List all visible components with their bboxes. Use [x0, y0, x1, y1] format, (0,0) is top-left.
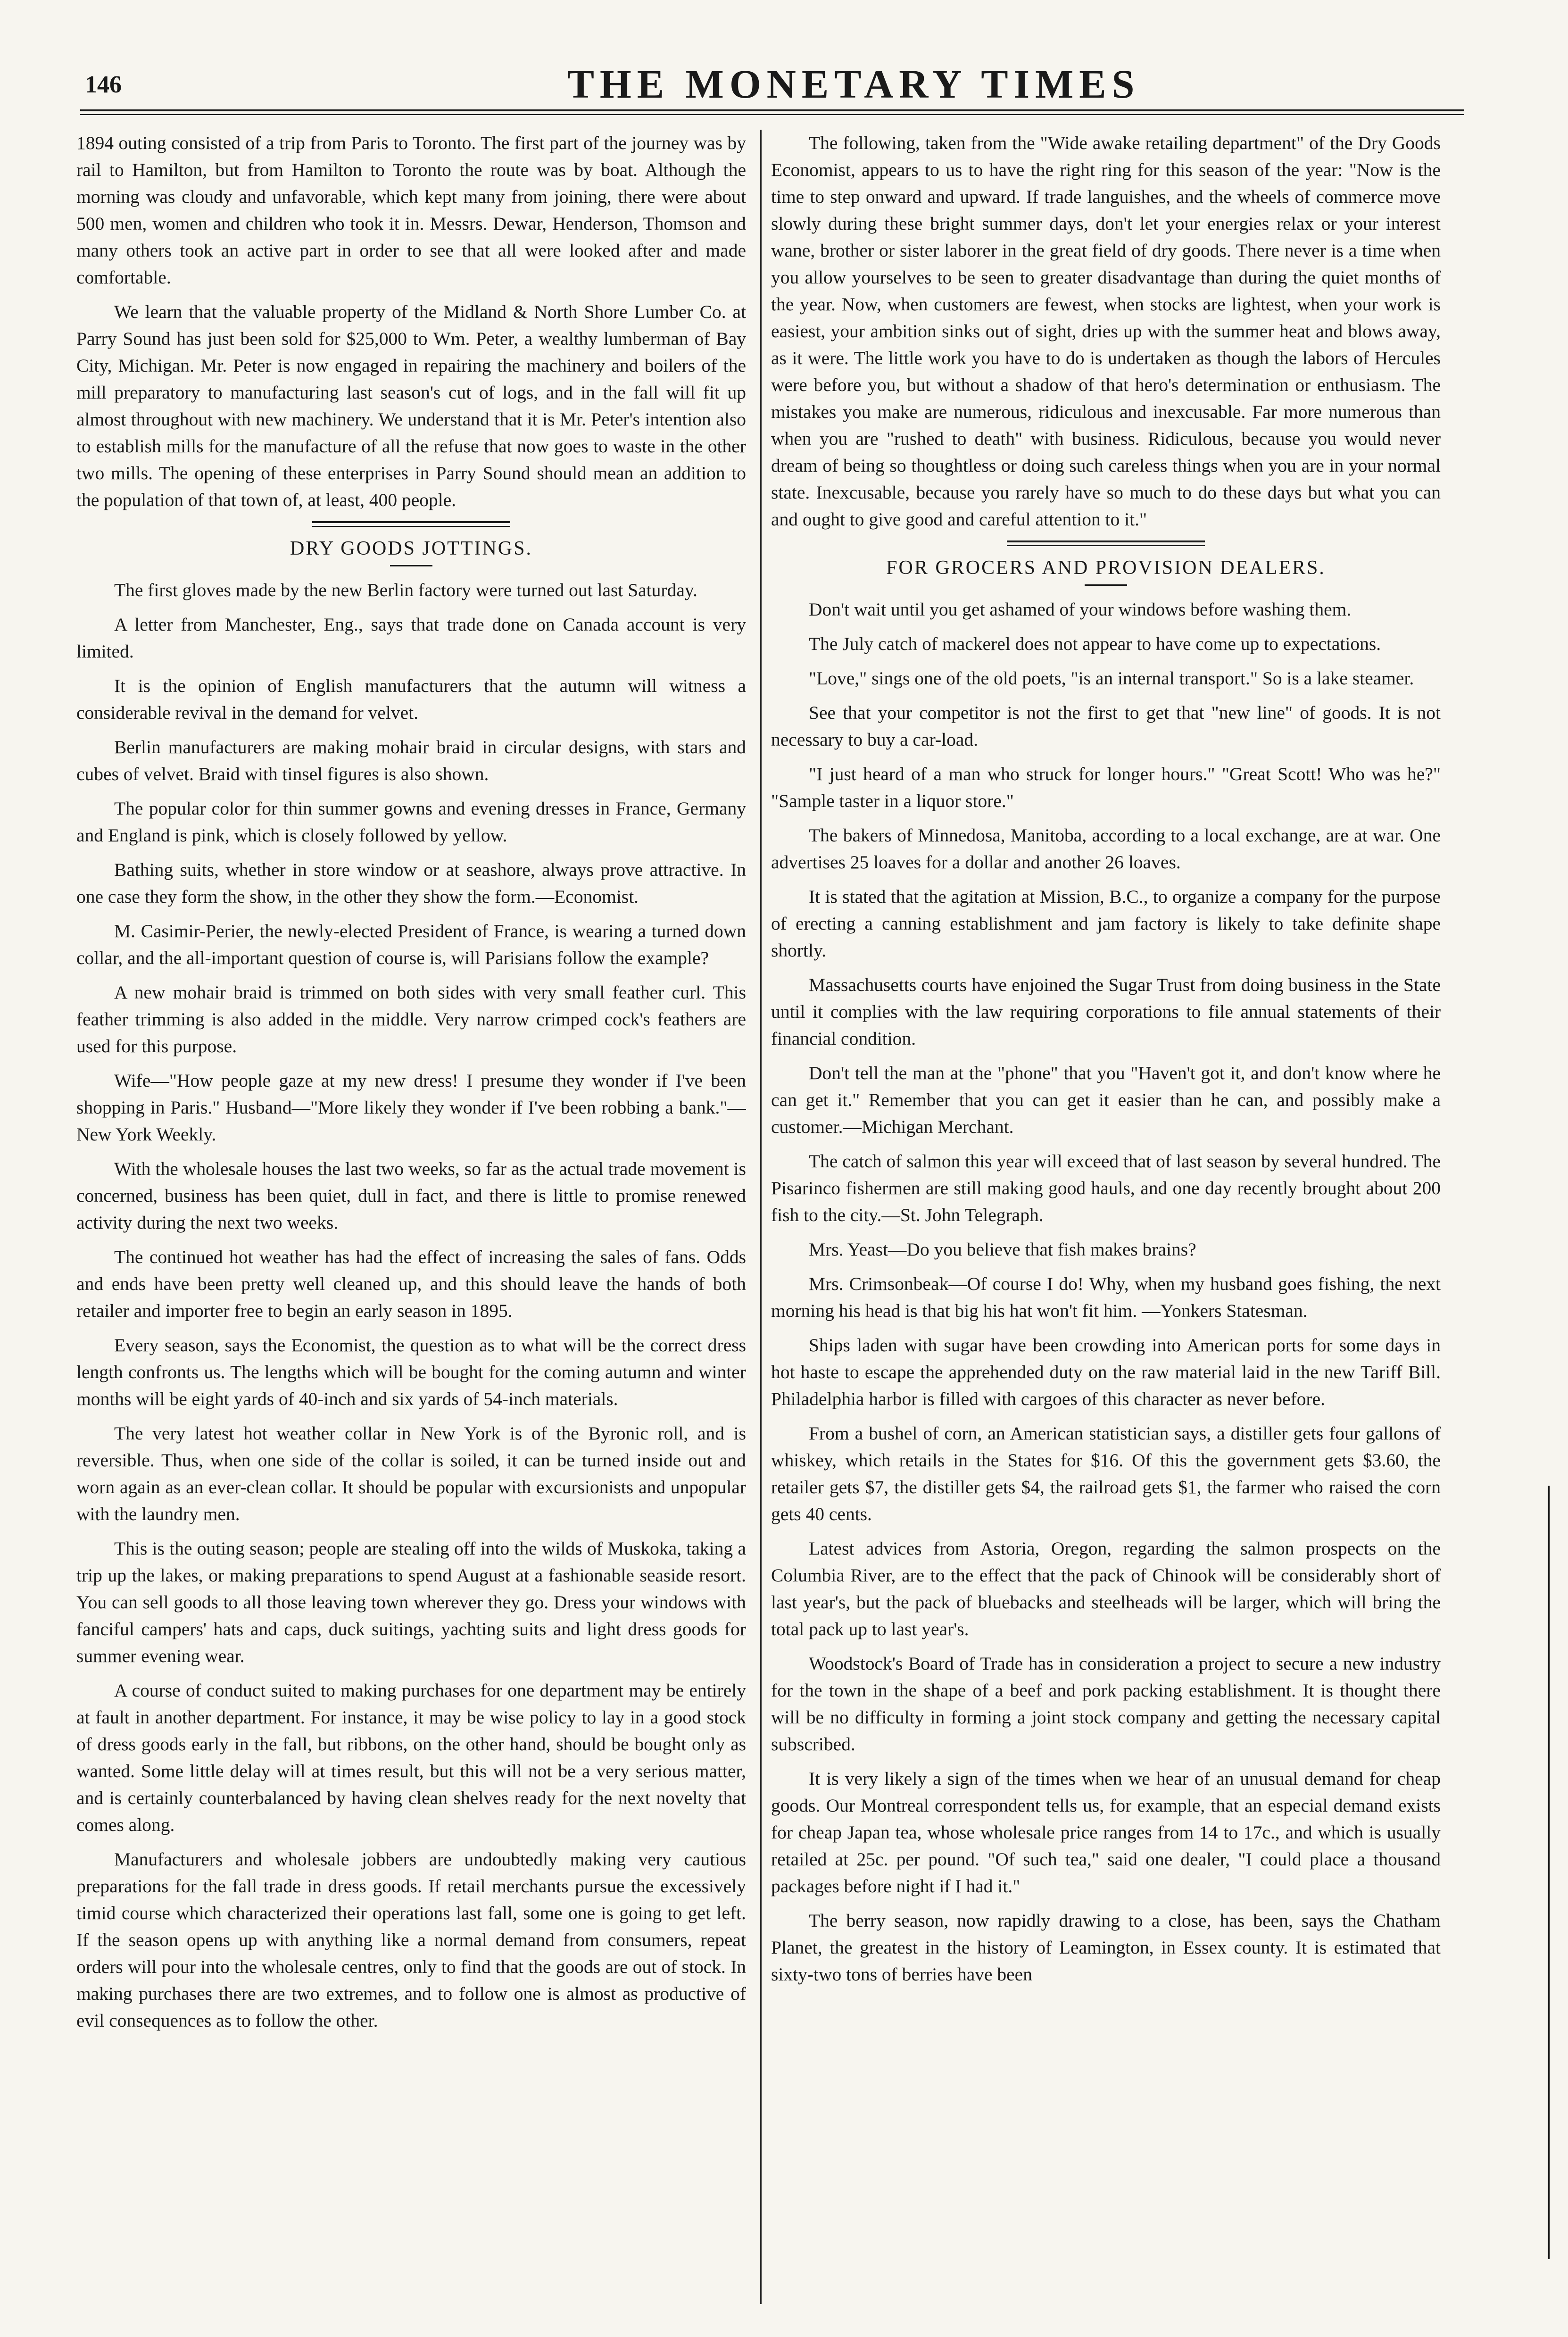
- right-column-intro-text: [771, 130, 1441, 533]
- article-paragraph: A new mohair braid is trimmed on both sides with very small feather curl. This feather trimming is also added in the middle. Very narrow crimped cock's feathers are used for this purpose.: [76, 982, 746, 1056]
- article-paragraph: Manufacturers and wholesale jobbers are undoubtedly making very cautious preparations for the fall trade in dress goods. If retail merchants pursue the excessively timid course which characterized their operations last fall, some one is going to get left. If the season opens up with anything like a normal demand from consumers, repeat orders will pour into the wholesale centres, only to find that the goods are out of stock. In making purchases there are two extremes, and to follow one is almost as productive of evil consequences as to follow the other.: [76, 1849, 746, 2031]
- heading-underline: [1085, 584, 1127, 586]
- article-paragraph: A letter from Manchester, Eng., says that trade done on Canada account is very limited.: [76, 614, 746, 662]
- article-paragraph: The following, taken from the "Wide awake retailing department" of the Dry Goods Economist, appears to us to have the right ring for this season of the year: "Now is the time to step onward and upward. If trade languishes, and the wheels of commerce move slowly during these bright summer days, don't let your energies relax or your interest wane, brother or sister laborer in the great field of dry goods. There never is a time when you allow yourselves to be seen to greater disadvantage than during the quiet months of the year. Now, when customers are fewest, when stocks are lightest, when your work is easiest, your ambition sinks out of sight, dries up with the summer heat and blows away, as it were. The little work you have to do is undertaken as though the labors of Hercules were before you, but without a shadow of that hero's determination or enthusiasm. The mistakes you make are numerous, ridiculous and inexcusable. Far more numerous than when you are "rushed to death" with business. Ridiculous, because you would never dream of being so thoughtless or doing such careless things when you are in your normal state. Inexcusable, because you rarely have so much to do these days but what you can and ought to give good and careful attention to it.": [771, 133, 1441, 530]
- article-paragraph: Woodstock's Board of Trade has in consideration a project to secure a new industry for the town in the shape of a beef and pork packing establishment. It is thought there will be no difficulty in forming a joint stock company and getting the necessary capital subscribed.: [771, 1653, 1441, 1755]
- article-paragraph: The very latest hot weather collar in New York is of the Byronic roll, and is reversible. Thus, when one side of the collar is soiled, it can be turned inside out and worn again as an ever-clean collar. It should be popular with excursionists and unpopular with the laundry men.: [76, 1423, 746, 1524]
- article-paragraph: A course of conduct suited to making purchases for one department may be entirely at fault in another department. For instance, it may be wise policy to lay in a good stock of dress goods early in the fall, but ribbons, on the other hand, should be bought only as wanted. Some little delay will at times result, but this will not be a very serious matter, and is certainly counterbalanced by having clean shelves ready for the next novelty that comes along.: [76, 1680, 746, 1835]
- article-paragraph: Massachusetts courts have enjoined the Sugar Trust from doing business in the State until it complies with the law requiring corporations to file annual statements of their financial condition.: [771, 974, 1441, 1049]
- article-paragraph: The popular color for thin summer gowns and evening dresses in France, Germany and England is pink, which is closely followed by yellow.: [76, 798, 746, 846]
- section-separator: [312, 521, 510, 527]
- dry-goods-jottings-text: [76, 577, 746, 2034]
- article-paragraph: The berry season, now rapidly drawing to a close, has been, says the Chatham Planet, the greatest in the history of Leamington, in Essex county. It is estimated that sixty-two tons of berries have been: [771, 1910, 1441, 1985]
- masthead-rule-thin: [80, 114, 1464, 115]
- article-paragraph: Every season, says the Economist, the question as to what will be the correct dress length confronts us. The lengths which will be bought for the coming autumn and winter months will be eight yards of 40-inch and six yards of 54-inch materials.: [76, 1335, 746, 1409]
- article-paragraph: It is very likely a sign of the times when we hear of an unusual demand for cheap goods. Our Montreal correspondent tells us, for example, that an especial demand exists for cheap Japan tea, whose wholesale price ranges from 14 to 17c., and which is usually retailed at 25c. per pound. "Of such tea," said one dealer, "I could place a thousand packages before night if I had it.": [771, 1768, 1441, 1896]
- publication-title: THE MONETARY TIMES: [567, 61, 1140, 107]
- left-column: [76, 130, 746, 2309]
- article-paragraph: Mrs. Crimsonbeak—Of course I do! Why, when my husband goes fishing, the next morning his head is that big his hat won't fit him. —Yonkers Statesman.: [771, 1273, 1441, 1321]
- article-paragraph: Don't wait until you get ashamed of your windows before washing them.: [809, 599, 1352, 620]
- section-heading-dry-goods: DRY GOODS JOTTINGS.: [290, 538, 532, 559]
- article-paragraph: M. Casimir-Perier, the newly-elected President of France, is wearing a turned down collar, and the all-important question of course is, will Parisians follow the example?: [76, 921, 746, 968]
- article-paragraph: It is the opinion of English manufacturers that the autumn will witness a considerable revival in the demand for velvet.: [76, 675, 746, 723]
- article-paragraph: Don't tell the man at the "phone" that you "Haven't got it, and don't know where he can get it." Remember that you can get it easier than he can, and possibly make a customer.—Michigan Merchant.: [771, 1063, 1441, 1137]
- grocers-provision-dealers-text: [771, 596, 1441, 1988]
- heading-underline: [390, 565, 432, 566]
- article-paragraph: "Love," sings one of the old poets, "is an internal transport." So is a lake steamer.: [809, 668, 1414, 689]
- article-paragraph: Ships laden with sugar have been crowding into American ports for some days in hot haste to escape the apprehended duty on the raw material laid in the new Tariff Bill. Philadelphia harbor is filled with cargoes of this character as never before.: [771, 1335, 1441, 1409]
- article-paragraph: Berlin manufacturers are making mohair braid in circular designs, with stars and cubes of velvet. Braid with tinsel figures is also shown.: [76, 737, 746, 784]
- page-number: 146: [85, 71, 122, 98]
- article-paragraph: With the wholesale houses the last two weeks, so far as the actual trade movement is concerned, business has been quiet, dull in fact, and there is little to promise renewed activity during the next two weeks.: [76, 1158, 746, 1233]
- article-paragraph: The July catch of mackerel does not appear to have come up to expectations.: [809, 633, 1381, 654]
- article-paragraph: The first gloves made by the new Berlin factory were turned out last Saturday.: [114, 580, 697, 600]
- article-paragraph: Bathing suits, whether in store window or at seashore, always prove attractive. In one case they form the show, in the other they show the form.—Economist.: [76, 859, 746, 907]
- article-paragraph: This is the outing season; people are stealing off into the wilds of Muskoka, taking a trip up the lakes, or making preparations to spend August at a fashionable seaside resort. You can sell goods to all those leaving town wherever they go. Dress your windows with fanciful campers' hats and caps, duck suitings, yachting suits and light dress goods for summer evening wear.: [76, 1538, 746, 1666]
- article-paragraph: We learn that the valuable property of the Midland & North Shore Lumber Co. at Parry Sound has just been sold for $25,000 to Wm. Peter, a wealthy lumberman of Bay City, Michigan. Mr. Peter is now engaged in repairing the machinery and boilers of the mill preparatory to manufacturing last season's cut of logs, and in the fall will fit up almost throughout with new machinery. We understand that it is Mr. Peter's intention also to establish mills for the manufacture of all the refuse that now goes to waste in the other two mills. The opening of these enterprises in Parry Sound should mean an addition to the population of that town of, at least, 400 people.: [76, 301, 746, 510]
- left-column-intro-text: [76, 130, 746, 514]
- section-heading-grocers: FOR GROCERS AND PROVISION DEALERS.: [886, 557, 1326, 579]
- article-paragraph: See that your competitor is not the first to get that "new line" of goods. It is not necessary to buy a car-load.: [771, 702, 1441, 750]
- article-paragraph: 1894 outing consisted of a trip from Paris to Toronto. The first part of the journey was by rail to Hamilton, but from Hamilton to Toronto the route was by boat. Although the morning was cloudy and unfavorable, which kept many from joining, there were about 500 men, women and children who took it in. Messrs. Dewar, Henderson, Thomson and many others took an active part in order to see that all were looked after and made comfortable.: [76, 133, 746, 288]
- section-separator: [1007, 541, 1205, 546]
- article-paragraph: It is stated that the agitation at Mission, B.C., to organize a company for the purpose of erecting a canning establishment and jam factory is likely to take definite shape shortly.: [771, 886, 1441, 961]
- right-column: [771, 130, 1441, 2309]
- article-paragraph: Mrs. Yeast—Do you believe that fish makes brains?: [809, 1239, 1196, 1260]
- article-paragraph: Wife—"How people gaze at my new dress! I presume they wonder if I've been shopping in Paris." Husband—"More likely they wonder if I've been robbing a bank."—New York Weekly.: [76, 1070, 746, 1145]
- article-paragraph: The continued hot weather has had the effect of increasing the sales of fans. Odds and ends have been pretty well cleaned up, and this should leave the hands of both retailer and importer free to begin an early season in 1895.: [76, 1247, 746, 1321]
- article-paragraph: From a bushel of corn, an American statistician says, a distiller gets four gallons of whiskey, which retails in the States for $16. Of this the government gets $3.60, the retailer gets $7, the distiller gets $4, the railroad gets $1, the farmer who raised the corn gets 40 cents.: [771, 1423, 1441, 1524]
- page-edge-mark: [1548, 1486, 1550, 2259]
- masthead-rule: [80, 109, 1464, 111]
- article-paragraph: "I just heard of a man who struck for longer hours." "Great Scott! Who was he?" "Sample taster in a liquor store.": [771, 764, 1441, 811]
- article-paragraph: The bakers of Minnedosa, Manitoba, according to a local exchange, are at war. One advertises 25 loaves for a dollar and another 26 loaves.: [771, 825, 1441, 873]
- article-paragraph: The catch of salmon this year will exceed that of last season by several hundred. The Pisarinco fishermen are still making good hauls, and one day recently brought about 200 fish to the city.—St. John Telegraph.: [771, 1151, 1441, 1225]
- column-divider: [760, 130, 762, 2304]
- article-paragraph: Latest advices from Astoria, Oregon, regarding the salmon prospects on the Columbia River, are to the effect that the pack of Chinook will be considerably short of last year's, but the pack of bluebacks and steelheads will be larger, which will bring the total pack up to last year's.: [771, 1538, 1441, 1639]
